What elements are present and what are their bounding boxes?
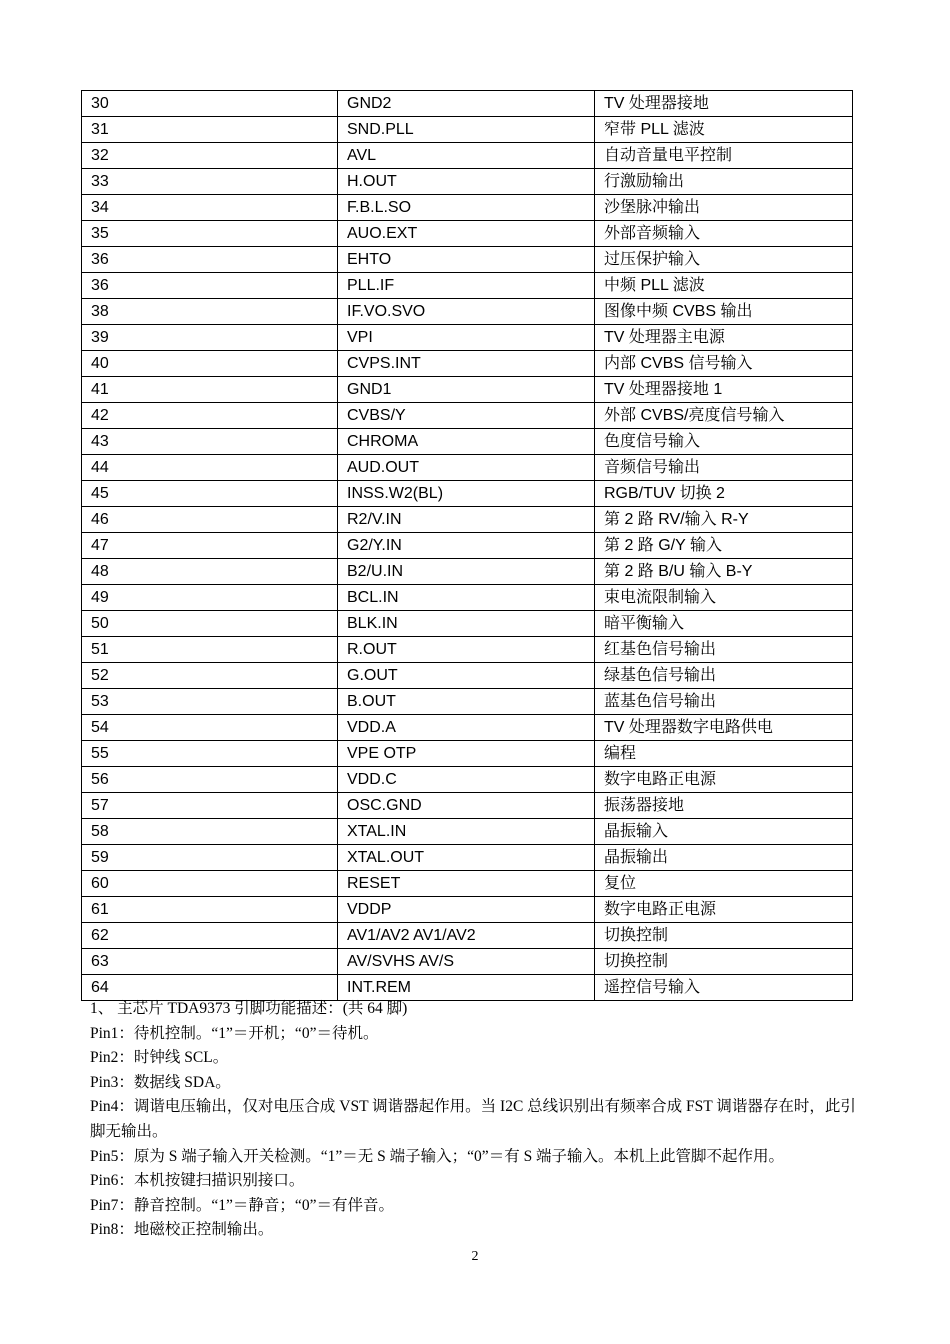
table-row bbox=[82, 507, 853, 533]
pin-function-cell: 暗平衡输入 bbox=[595, 611, 853, 637]
pin-name-cell: EHTO bbox=[338, 247, 595, 273]
table-row bbox=[82, 949, 853, 975]
pin-name-cell: B2/U.IN bbox=[338, 559, 595, 585]
table-row bbox=[82, 481, 853, 507]
pin-function-cell: TV 处理器接地 bbox=[595, 91, 853, 117]
pin-number-cell: 56 bbox=[82, 767, 338, 793]
pin-function-cell: 第 2 路 B/U 输入 B-Y bbox=[595, 559, 853, 585]
pin-number-cell: 62 bbox=[82, 923, 338, 949]
pin-name-cell: H.OUT bbox=[338, 169, 595, 195]
pin-function-cell: 外部 CVBS/亮度信号输入 bbox=[595, 403, 853, 429]
pin-number-cell: 41 bbox=[82, 377, 338, 403]
pin-number-cell: 50 bbox=[82, 611, 338, 637]
pin-number-cell: 64 bbox=[82, 975, 338, 1001]
pin-function-cell: 编程 bbox=[595, 741, 853, 767]
table-row bbox=[82, 533, 853, 559]
pin-function-cell: 色度信号输入 bbox=[595, 429, 853, 455]
pin-function-cell: 自动音量电平控制 bbox=[595, 143, 853, 169]
table-row bbox=[82, 897, 853, 923]
table-row bbox=[82, 559, 853, 585]
pin-number-cell: 44 bbox=[82, 455, 338, 481]
pin-name-cell: INSS.W2(BL) bbox=[338, 481, 595, 507]
pin-number-cell: 52 bbox=[82, 663, 338, 689]
pin-number-cell: 30 bbox=[82, 91, 338, 117]
table-row bbox=[82, 325, 853, 351]
pin-name-cell: AV1/AV2 AV1/AV2 bbox=[338, 923, 595, 949]
pin-function-cell: TV 处理器接地 1 bbox=[595, 377, 853, 403]
pin-number-cell: 59 bbox=[82, 845, 338, 871]
table-row bbox=[82, 273, 853, 299]
pin-function-cell: 内部 CVBS 信号输入 bbox=[595, 351, 853, 377]
table-row bbox=[82, 767, 853, 793]
pin-description: Pin1：待机控制。“1”＝开机；“0”＝待机。 bbox=[90, 1024, 379, 1042]
pin-function-cell: 晶振输入 bbox=[595, 819, 853, 845]
pin-function-cell: 第 2 路 G/Y 输入 bbox=[595, 533, 853, 559]
pin-number-cell: 35 bbox=[82, 221, 338, 247]
table-row bbox=[82, 221, 853, 247]
pin-description: Pin7：静音控制。“1”＝静音；“0”＝有伴音。 bbox=[90, 1196, 394, 1214]
table-row bbox=[82, 715, 853, 741]
pin-function-cell: 复位 bbox=[595, 871, 853, 897]
pin-name-cell: SND.PLL bbox=[338, 117, 595, 143]
pin-name-cell: F.B.L.SO bbox=[338, 195, 595, 221]
pin-description: Pin2：时钟线 SCL。 bbox=[90, 1049, 229, 1067]
pin-name-cell: AUO.EXT bbox=[338, 221, 595, 247]
pin-function-cell: 图像中频 CVBS 输出 bbox=[595, 299, 853, 325]
pin-name-cell: VPE OTP bbox=[338, 741, 595, 767]
pin-function-cell: 数字电路正电源 bbox=[595, 767, 853, 793]
pin-name-cell: PLL.IF bbox=[338, 273, 595, 299]
table-row bbox=[82, 923, 853, 949]
pin-function-cell: 振荡器接地 bbox=[595, 793, 853, 819]
pin-name-cell: IF.VO.SVO bbox=[338, 299, 595, 325]
pin-function-cell: 束电流限制输入 bbox=[595, 585, 853, 611]
pin-name-cell: B.OUT bbox=[338, 689, 595, 715]
pin-function-cell: TV 处理器数字电路供电 bbox=[595, 715, 853, 741]
pin-name-cell: AUD.OUT bbox=[338, 455, 595, 481]
pin-name-cell: OSC.GND bbox=[338, 793, 595, 819]
table-row bbox=[82, 663, 853, 689]
pin-name-cell: GND2 bbox=[338, 91, 595, 117]
pin-number-cell: 38 bbox=[82, 299, 338, 325]
pin-name-cell: AVL bbox=[338, 143, 595, 169]
pin-name-cell: CVPS.INT bbox=[338, 351, 595, 377]
pin-function-cell: 蓝基色信号输出 bbox=[595, 689, 853, 715]
table-row bbox=[82, 793, 853, 819]
pin-name-cell: XTAL.IN bbox=[338, 819, 595, 845]
pin-number-cell: 42 bbox=[82, 403, 338, 429]
pin-function-cell: 数字电路正电源 bbox=[595, 897, 853, 923]
pin-number-cell: 46 bbox=[82, 507, 338, 533]
pin-function-cell: RGB/TUV 切换 2 bbox=[595, 481, 853, 507]
table-row bbox=[82, 429, 853, 455]
table-row bbox=[82, 377, 853, 403]
pin-number-cell: 40 bbox=[82, 351, 338, 377]
pin-name-cell: R2/V.IN bbox=[338, 507, 595, 533]
pin-table-body bbox=[82, 91, 853, 1001]
pin-function-cell: 切换控制 bbox=[595, 923, 853, 949]
table-row bbox=[82, 195, 853, 221]
table-row bbox=[82, 871, 853, 897]
pin-name-cell: RESET bbox=[338, 871, 595, 897]
table-row bbox=[82, 637, 853, 663]
pin-function-cell: TV 处理器主电源 bbox=[595, 325, 853, 351]
pin-number-cell: 34 bbox=[82, 195, 338, 221]
pin-function-cell: 晶振输出 bbox=[595, 845, 853, 871]
table-row bbox=[82, 585, 853, 611]
table-row bbox=[82, 845, 853, 871]
pin-function-cell: 过压保护输入 bbox=[595, 247, 853, 273]
pin-number-cell: 32 bbox=[82, 143, 338, 169]
pin-name-cell: VDDP bbox=[338, 897, 595, 923]
pin-number-cell: 51 bbox=[82, 637, 338, 663]
pin-number-cell: 58 bbox=[82, 819, 338, 845]
table-row bbox=[82, 611, 853, 637]
pin-number-cell: 61 bbox=[82, 897, 338, 923]
pin-number-cell: 36 bbox=[82, 273, 338, 299]
pin-name-cell: XTAL.OUT bbox=[338, 845, 595, 871]
pin-name-cell: VDD.A bbox=[338, 715, 595, 741]
pin-function-cell: 遥控信号输入 bbox=[595, 975, 853, 1001]
pin-number-cell: 55 bbox=[82, 741, 338, 767]
pin-function-cell: 行激励输出 bbox=[595, 169, 853, 195]
pin-description-notes bbox=[90, 997, 865, 1243]
table-row bbox=[82, 819, 853, 845]
pin-name-cell: CVBS/Y bbox=[338, 403, 595, 429]
pin-number-cell: 60 bbox=[82, 871, 338, 897]
pin-function-cell: 第 2 路 RV/输入 R-Y bbox=[595, 507, 853, 533]
pin-name-cell: VPI bbox=[338, 325, 595, 351]
pin-number-cell: 33 bbox=[82, 169, 338, 195]
pin-number-cell: 57 bbox=[82, 793, 338, 819]
table-row bbox=[82, 299, 853, 325]
pin-name-cell: VDD.C bbox=[338, 767, 595, 793]
pin-number-cell: 43 bbox=[82, 429, 338, 455]
pin-number-cell: 54 bbox=[82, 715, 338, 741]
pin-function-cell: 音频信号输出 bbox=[595, 455, 853, 481]
pin-function-cell: 切换控制 bbox=[595, 949, 853, 975]
pin-name-cell: G.OUT bbox=[338, 663, 595, 689]
table-row bbox=[82, 455, 853, 481]
pin-function-cell: 绿基色信号输出 bbox=[595, 663, 853, 689]
pin-name-cell: G2/Y.IN bbox=[338, 533, 595, 559]
section-heading: 1、 主芯片 TDA9373 引脚功能描述：(共 64 脚) bbox=[90, 1000, 408, 1017]
pin-name-cell: BCL.IN bbox=[338, 585, 595, 611]
table-row bbox=[82, 689, 853, 715]
table-row bbox=[82, 169, 853, 195]
pin-description: Pin8：地磁校正控制输出。 bbox=[90, 1221, 274, 1239]
pin-number-cell: 36 bbox=[82, 247, 338, 273]
pin-description: Pin6：本机按键扫描识别接口。 bbox=[90, 1172, 305, 1190]
pin-description: Pin5：原为 S 端子输入开关检测。“1”＝无 S 端子输入；“0”＝有 S 端子输入。本机上此管脚不起作用。 bbox=[90, 1147, 785, 1165]
pin-number-cell: 39 bbox=[82, 325, 338, 351]
table-row bbox=[82, 91, 853, 117]
pin-function-cell: 沙堡脉冲输出 bbox=[595, 195, 853, 221]
pin-function-cell: 窄带 PLL 滤波 bbox=[595, 117, 853, 143]
pin-function-cell: 红基色信号输出 bbox=[595, 637, 853, 663]
pin-function-cell: 中频 PLL 滤波 bbox=[595, 273, 853, 299]
pin-number-cell: 47 bbox=[82, 533, 338, 559]
pin-name-cell: INT.REM bbox=[338, 975, 595, 1001]
table-row bbox=[82, 741, 853, 767]
pin-function-cell: 外部音频输入 bbox=[595, 221, 853, 247]
pin-name-cell: R.OUT bbox=[338, 637, 595, 663]
pin-name-cell: AV/SVHS AV/S bbox=[338, 949, 595, 975]
pin-number-cell: 45 bbox=[82, 481, 338, 507]
pin-number-cell: 63 bbox=[82, 949, 338, 975]
pin-description: Pin4：调谐电压输出，仅对电压合成 VST 调谐器起作用。当 I2C 总线识别出有频率合成 FST 调谐器存在时，此引脚无输出。 bbox=[90, 1098, 856, 1140]
pin-name-cell: CHROMA bbox=[338, 429, 595, 455]
page-number: 2 bbox=[471, 1249, 479, 1264]
pin-number-cell: 53 bbox=[82, 689, 338, 715]
pin-name-cell: GND1 bbox=[338, 377, 595, 403]
table-row bbox=[82, 143, 853, 169]
pin-number-cell: 48 bbox=[82, 559, 338, 585]
pin-description: Pin3：数据线 SDA。 bbox=[90, 1073, 231, 1091]
table-row bbox=[82, 247, 853, 273]
pin-number-cell: 31 bbox=[82, 117, 338, 143]
pin-number-cell: 49 bbox=[82, 585, 338, 611]
table-row bbox=[82, 117, 853, 143]
pin-name-cell: BLK.IN bbox=[338, 611, 595, 637]
table-row bbox=[82, 351, 853, 377]
pin-function-table bbox=[81, 90, 853, 1001]
table-row bbox=[82, 403, 853, 429]
